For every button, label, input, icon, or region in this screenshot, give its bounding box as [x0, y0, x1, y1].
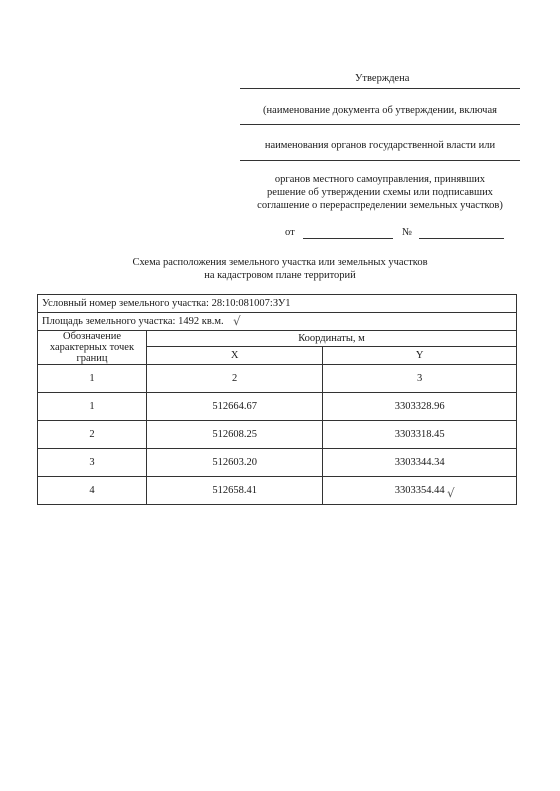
schema-title-line-1: Схема расположения земельного участка или земельных участков: [132, 257, 428, 268]
point-header: Обозначение характерных точек границ: [38, 331, 147, 365]
schema-title: [90, 256, 470, 282]
y-coordinate: 3303344.34: [323, 449, 517, 477]
cadastral-number: Условный номер земельного участка: 28:10:081007:ЗУ1: [38, 295, 517, 313]
x-coordinate: 512658.41: [147, 477, 323, 505]
approval-note-1: (наименование документа об утверждении, включая: [263, 105, 497, 116]
column-number: 3: [323, 365, 517, 393]
table-row: [38, 421, 517, 449]
column-number: 2: [147, 365, 323, 393]
point-id: 3: [38, 449, 147, 477]
approval-note-3: [240, 173, 520, 212]
date-number-line: [285, 226, 504, 239]
checkmark-icon: √: [233, 314, 241, 328]
y-coordinate: 3303318.45: [323, 421, 517, 449]
approval-line-1: [240, 88, 520, 89]
approved-label: Утверждена: [355, 73, 410, 84]
x-coordinate: 512603.20: [147, 449, 323, 477]
y-header: Y: [323, 347, 517, 365]
coordinates-table: [37, 294, 517, 505]
point-id: 2: [38, 421, 147, 449]
y-coordinate: 3303354.44: [323, 477, 517, 505]
point-id: 4: [38, 477, 147, 505]
area-row: [38, 313, 517, 331]
approval-note-3a: органов местного самоуправления, принявших: [274, 174, 486, 185]
approval-note-3b: решение об утверждении схемы или подписавших: [267, 187, 493, 198]
column-header-row: [38, 331, 517, 347]
approval-line-2: [240, 124, 520, 125]
number-blank: [419, 228, 504, 239]
y-coordinate: 3303328.96: [323, 393, 517, 421]
point-id: 1: [38, 393, 147, 421]
table-row: [38, 449, 517, 477]
date-prefix: от: [285, 227, 295, 238]
schema-title-line-2: на кадастровом плане территорий: [204, 270, 356, 281]
table-row: [38, 477, 517, 505]
date-blank: [303, 228, 393, 239]
number-sign: №: [401, 227, 412, 238]
column-number: 1: [38, 365, 147, 393]
coords-header: Координаты, м: [147, 331, 517, 347]
column-number-row: [38, 365, 517, 393]
x-coordinate: 512664.67: [147, 393, 323, 421]
approval-line-3: [240, 160, 520, 161]
table-row: [38, 393, 517, 421]
area-value: Площадь земельного участка: 1492 кв.м.: [38, 313, 517, 331]
approval-note-2: наименования органов государственной власти или: [264, 140, 496, 151]
x-coordinate: 512608.25: [147, 421, 323, 449]
cadastral-row: [38, 295, 517, 313]
checkmark-icon: √: [447, 486, 455, 500]
approval-note-3c: соглашение о перераспределении земельных участков): [257, 200, 503, 211]
x-header: X: [147, 347, 323, 365]
